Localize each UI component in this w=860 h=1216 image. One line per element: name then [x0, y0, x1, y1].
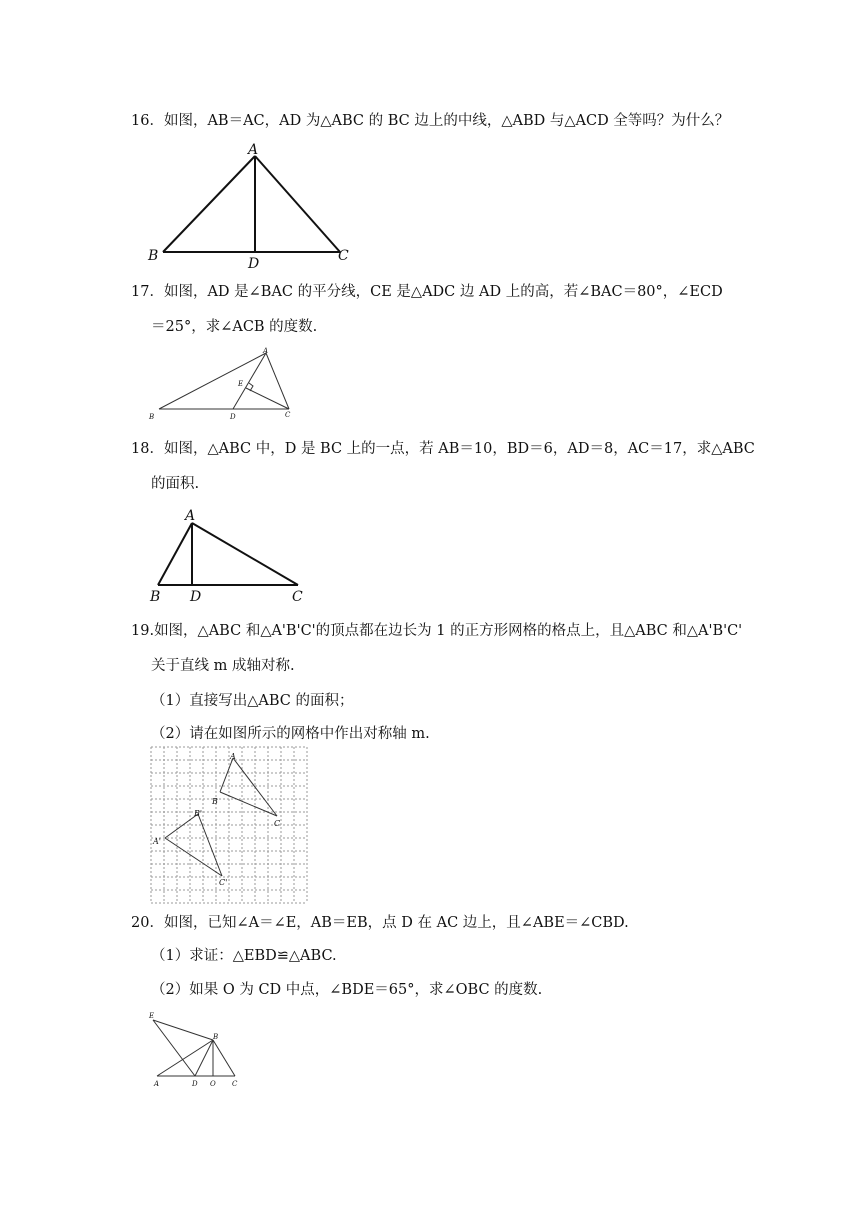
problem-line: ＝25°，求∠ACB 的度数.: [151, 319, 318, 335]
problem-19-text-1: [131, 621, 742, 641]
label-C: C: [292, 589, 303, 605]
problem-line: 关于直线 m 成轴对称.: [151, 658, 295, 674]
label-C: C: [274, 819, 281, 828]
subpart-text: （1）求证：△EBD≌△ABC.: [151, 948, 337, 964]
problem-19-text-2: [151, 656, 295, 676]
label-B: B: [150, 589, 161, 605]
label-A-prime: A': [153, 837, 161, 846]
problem-line: 如图，AD 是∠BAC 的平分线，CE 是△ADC 边 AD 上的高，若∠BAC＝80°，∠ECD: [163, 284, 723, 300]
problem-18-text-2: [151, 474, 199, 494]
problem-number: 18．: [131, 441, 164, 457]
problem-number: 20．: [131, 915, 164, 931]
problem-line: 如图，已知∠A＝∠E，AB＝EB，点 D 在 AC 边上，且∠ABE＝∠CBD.: [163, 915, 629, 931]
label-A: A: [154, 1080, 160, 1088]
problem-number: 19.: [131, 623, 155, 639]
problem-19-part-2: [151, 724, 430, 744]
label-B: B: [148, 248, 159, 264]
label-C: C: [338, 248, 349, 264]
problem-line: 如图，△ABC 和△A'B'C'的顶点都在边长为 1 的正方形网格的格点上，且△ABC 和△A'B'C': [154, 623, 743, 639]
figure-19-grid: [150, 746, 308, 904]
label-B-prime: B': [194, 809, 203, 818]
problem-20-part-1: [151, 946, 337, 966]
label-O: O: [210, 1080, 216, 1088]
problem-16-text: [131, 111, 729, 131]
problem-number: 17．: [131, 284, 164, 300]
label-D: D: [248, 256, 260, 272]
label-D: D: [192, 1080, 198, 1088]
problem-17-text-1: [131, 282, 723, 302]
label-A: A: [230, 752, 236, 761]
label-C: C: [285, 411, 291, 419]
problem-20-part-2: [151, 980, 542, 1000]
figure-18: [145, 505, 315, 605]
figure-16: [140, 140, 370, 270]
label-E: E: [149, 1012, 155, 1020]
label-B: B: [212, 797, 218, 806]
label-B: B: [149, 413, 155, 421]
problem-line: 如图，△ABC 中，D 是 BC 上的一点，若 AB＝10，BD＝6，AD＝8，AC＝17，求△ABC: [163, 441, 755, 457]
label-D: D: [230, 413, 236, 421]
problem-number: 16．: [131, 113, 164, 129]
problem-18-text-1: [131, 439, 755, 459]
subpart-text: （2）请在如图所示的网格中作出对称轴 m.: [151, 726, 430, 742]
label-E: E: [238, 380, 244, 388]
problem-19-part-1: [151, 691, 353, 711]
label-A: A: [248, 142, 259, 158]
square-grid: [151, 747, 307, 903]
label-A: A: [185, 508, 196, 524]
problem-20-text-1: [131, 913, 629, 933]
label-C-prime: C': [219, 878, 228, 887]
label-A: A: [263, 347, 269, 355]
problem-line: 如图，AB＝AC，AD 为△ABC 的 BC 边上的中线，△ABD 与△ACD 全等吗？为什么？: [163, 113, 730, 129]
label-D: D: [190, 589, 202, 605]
subpart-text: （1）直接写出△ABC 的面积；: [151, 693, 354, 709]
problem-17-text-2: [151, 317, 317, 337]
figure-17: [145, 345, 295, 423]
label-B: B: [213, 1033, 219, 1041]
figure-20: [145, 1008, 255, 1090]
label-C: C: [232, 1080, 238, 1088]
subpart-text: （2）如果 O 为 CD 中点，∠BDE＝65°，求∠OBC 的度数.: [151, 982, 543, 998]
problem-line: 的面积.: [151, 476, 200, 492]
